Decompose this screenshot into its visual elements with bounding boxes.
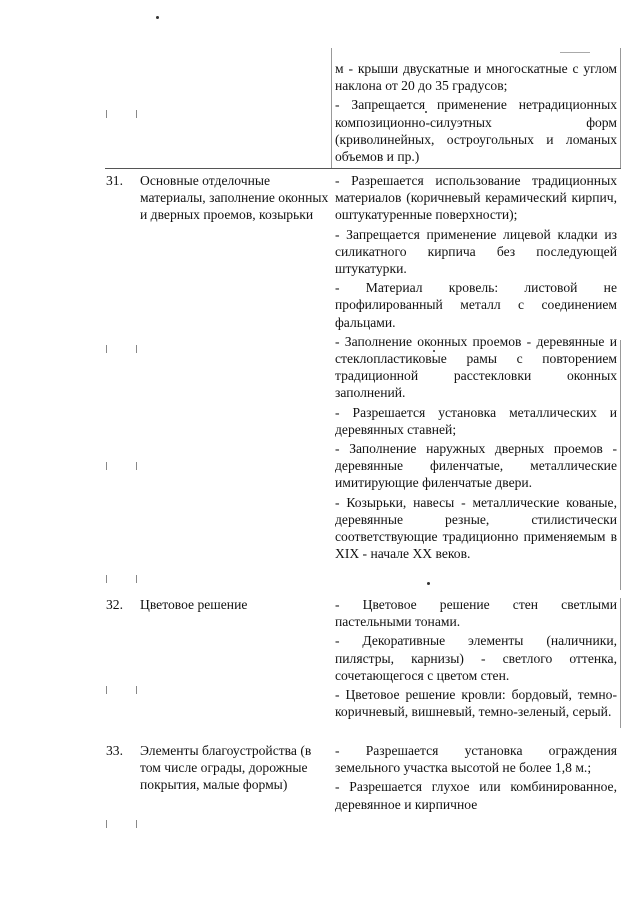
requirements-cell: [335, 742, 617, 815]
requirement-text: - Запрещается применение лицевой кладки из силикатного кирпича без последующей штукатурки.: [335, 226, 617, 277]
row-number: 33.: [106, 743, 123, 758]
row-name: Основные отделочные материалы, заполнение оконных и дверных проемов, козырьки: [140, 173, 329, 223]
scan-mark: [106, 462, 107, 470]
requirement-text: - Разрешается использование традиционных материалов (коричневый керамический кирпич, оштукатуренные поверхности);: [335, 173, 617, 223]
requirement-text: м - крыши двускатные и многоскатные с углом наклона от 20 до 35 градусов;: [335, 61, 617, 94]
requirements-cell: [335, 596, 617, 722]
scan-mark: [136, 462, 137, 470]
continuation-requirements-cell: [335, 60, 617, 167]
requirement-text: - Заполнение оконных проемов - деревянные и стеклопластиковые рамы с повторением традиционной расстекловки оконных заполнений.: [335, 333, 617, 401]
table-row-divider: [105, 168, 621, 169]
column-divider: [620, 598, 621, 728]
requirement-text: - Запрещается применение нетрадиционных композиционно-силуэтных форм (криволинейных, остроугольных и ломаных объемов и пр.): [335, 97, 617, 165]
row-name: Элементы благоустройства (в том числе ограды, дорожные покрытия, малые формы): [140, 743, 312, 793]
row-number: 31.: [106, 173, 123, 188]
scan-mark: [106, 345, 107, 353]
column-divider: [620, 340, 621, 590]
scan-mark: [106, 110, 107, 118]
requirement-text: - Материал кровель: листовой не профилированный металл с соединением фальцами.: [335, 280, 617, 330]
scan-mark: [136, 575, 137, 583]
scan-speck: [156, 16, 159, 19]
column-divider: [331, 48, 332, 168]
row-number: 32.: [106, 597, 123, 612]
requirement-text: - Разрешается установка металлических и деревянных ставней;: [335, 404, 617, 437]
requirement-text: - Декоративные элементы (наличники, пилястры, карнизы) - светлого оттенка, сочетающегося с цветом стен.: [335, 633, 617, 683]
scan-mark: [136, 110, 137, 118]
row-name: Цветовое решение: [140, 597, 248, 612]
column-divider: [620, 48, 621, 168]
scan-speck: [427, 582, 430, 585]
requirement-text: - Разрешается глухое или комбинированное, деревянное и кирпичное: [335, 779, 617, 812]
scan-mark: [136, 820, 137, 828]
scan-mark: [106, 575, 107, 583]
scan-mark: [136, 345, 137, 353]
requirement-text: - Разрешается установка ограждения земельного участка высотой не более 1,8 м.;: [335, 743, 617, 776]
requirements-cell: [335, 172, 617, 564]
requirement-text: - Цветовое решение кровли: бордовый, темно-коричневый, вишневый, темно-зеленый, серый.: [335, 687, 617, 720]
scan-mark: [106, 820, 107, 828]
scan-mark: [136, 686, 137, 694]
scan-line: [560, 52, 590, 53]
requirement-text: - Козырьки, навесы - металлические кованые, деревянные резные, стилистически соответствующие традиционно применяемым в XIX - начале XX веков.: [335, 494, 617, 562]
scan-mark: [106, 686, 107, 694]
requirement-text: - Заполнение наружных дверных проемов - деревянные филенчатые, металлические имитирующие филенчатые двери.: [335, 441, 617, 491]
requirement-text: - Цветовое решение стен светлыми пастельными тонами.: [335, 597, 617, 630]
